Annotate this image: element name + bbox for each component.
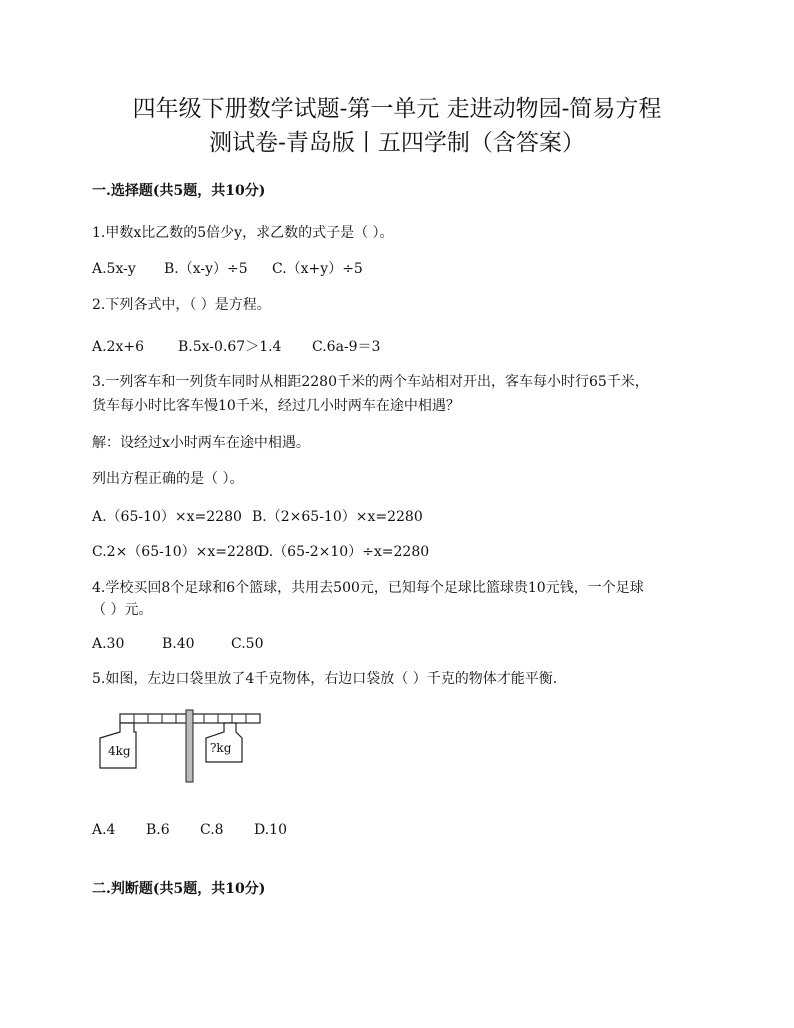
- option-a: A.5x-y: [92, 261, 136, 277]
- option-c: C.6a-9＝3: [312, 339, 381, 355]
- option-b: B.5x-0.67＞1.4: [178, 339, 282, 355]
- scale-pole: [186, 710, 193, 782]
- option-d: D.10: [254, 822, 287, 838]
- doc-title-line1: 四年级下册数学试题-第一单元 走进动物园-简易方程: [132, 96, 662, 122]
- option-a: A.4: [92, 822, 116, 838]
- option-d: D.（65-2×10）÷x=2280: [258, 544, 430, 560]
- section-heading-judge: 二.判断题(共5题，共10分): [92, 881, 266, 897]
- doc-title-line2: 测试卷-青岛版丨五四学制（含答案）: [209, 130, 585, 156]
- left-bag-label: 4kg: [108, 744, 131, 758]
- option-a: A.2x+6: [92, 339, 145, 355]
- question-4-options: [92, 634, 712, 654]
- balance-scale-figure: [96, 706, 266, 788]
- option-a: A.30: [92, 636, 125, 652]
- option-a: A.（65-10）×x=2280: [92, 509, 242, 525]
- question-3-solution: 解：设经过x小时两车在途中相遇。: [92, 435, 310, 451]
- option-b: B.（2×65-10）×x=2280: [252, 509, 423, 525]
- question-1-stem: 1.甲数x比乙数的5倍少y，求乙数的式子是（ ）。: [92, 225, 394, 241]
- option-c: C.8: [200, 822, 224, 838]
- option-b: B.（x-y）÷5: [164, 261, 248, 277]
- question-3-options-row2: [92, 542, 712, 562]
- option-c: C.（x+y）÷5: [272, 261, 363, 277]
- question-3-stem-line2: 货车每小时比客车慢10千米，经过几小时两车在途中相遇？: [92, 398, 460, 414]
- section-heading-choice: 一.选择题(共5题，共10分): [92, 183, 266, 199]
- question-4-stem-line2: （ ）元。: [92, 602, 153, 618]
- option-c: C.50: [231, 636, 264, 652]
- question-2-options: [92, 337, 712, 357]
- right-bag-label: ?kg: [210, 741, 232, 755]
- question-1-options: [92, 259, 712, 279]
- question-4-stem-line1: 4.学校买回8个足球和6个篮球，共用去500元，已知每个足球比篮球贵10元钱，一个足球: [92, 580, 644, 596]
- option-c: C.2×（65-10）×x=2280: [92, 544, 263, 560]
- question-2-stem: 2.下列各式中，（ ）是方程。: [92, 297, 271, 313]
- question-5-stem: 5.如图，左边口袋里放了4千克物体，右边口袋放（ ）千克的物体才能平衡.: [92, 671, 558, 687]
- question-5-options: [92, 820, 712, 840]
- option-b: B.6: [146, 822, 170, 838]
- question-3-stem-line1: 3.一列客车和一列货车同时从相距2280千米的两个车站相对开出，客车每小时行65千米，: [92, 374, 649, 390]
- question-3-options-row1: [92, 507, 712, 527]
- option-b: B.40: [162, 636, 195, 652]
- question-3-ask: 列出方程正确的是（ ）。: [92, 471, 244, 487]
